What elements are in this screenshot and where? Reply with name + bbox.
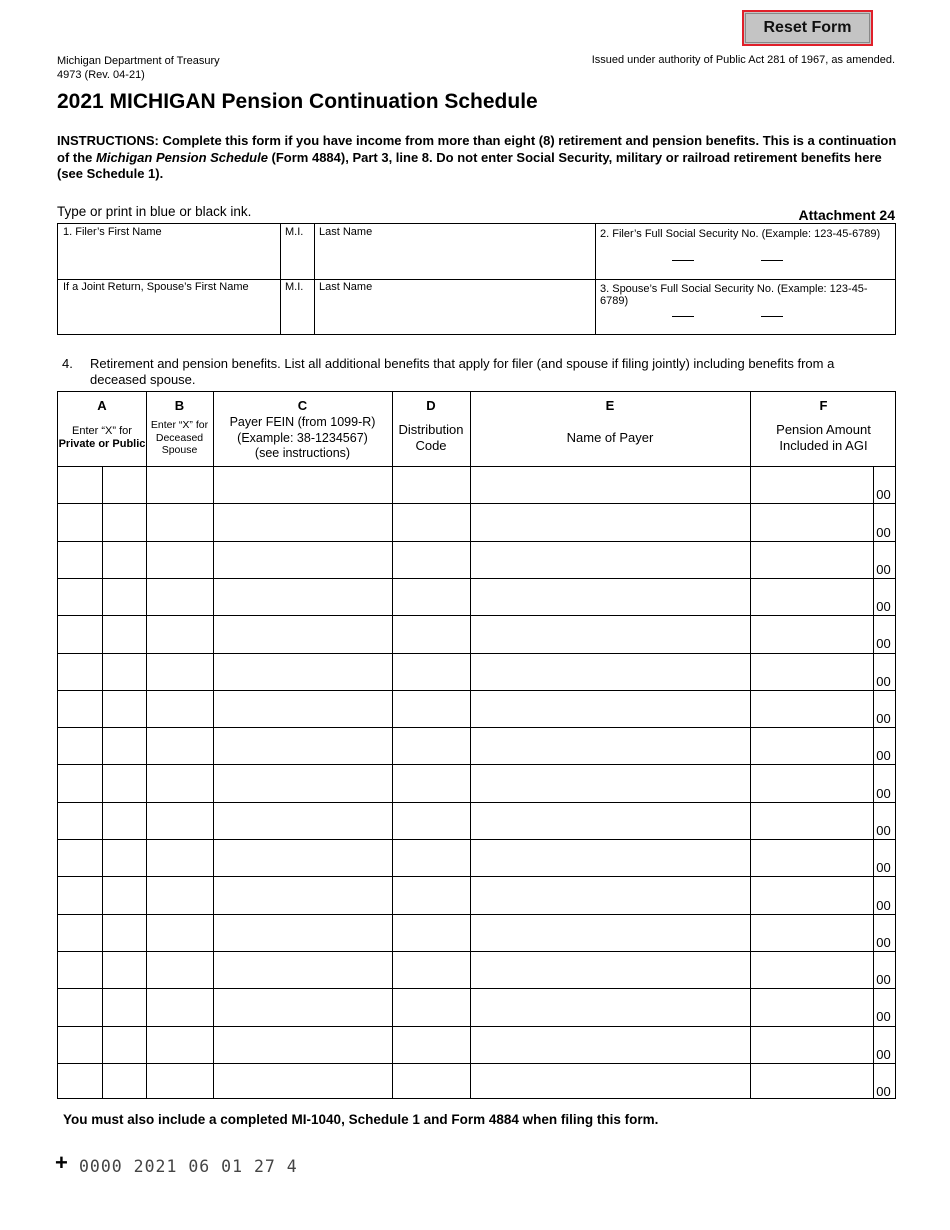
filer-mi-field[interactable] <box>280 224 314 279</box>
entry-cell[interactable] <box>750 802 875 839</box>
entry-cell[interactable] <box>102 914 146 951</box>
entry-cell[interactable] <box>146 876 213 913</box>
cents-label: 00 <box>876 860 891 876</box>
entry-cell[interactable] <box>58 690 102 727</box>
column-a-desc: Enter “X” for <box>72 425 132 437</box>
column-f-desc: Pension Amount <box>776 422 871 437</box>
entry-cell[interactable] <box>146 466 213 503</box>
entry-cell[interactable] <box>213 839 392 876</box>
entry-cell[interactable] <box>750 503 875 540</box>
filer-last-name-label: Last Name <box>319 226 373 238</box>
cents-label: 00 <box>876 524 891 540</box>
cents-label: 00 <box>876 748 891 764</box>
table-row <box>58 653 895 690</box>
department-name: Michigan Department of Treasury <box>57 55 220 67</box>
column-e-header: Name of Payer <box>566 430 654 445</box>
spouse-mi-field[interactable] <box>280 279 314 335</box>
entry-cell[interactable] <box>102 727 146 764</box>
filing-requirement-note: You must also include a completed MI-1040, Schedule 1 and Form 4884 when filing this form. <box>63 1112 659 1127</box>
table-row <box>58 727 895 764</box>
filer-ssn-dash <box>761 260 783 261</box>
line-4-number: 4. <box>62 356 73 371</box>
instructions-part2: (Form 4884), Part 3, line 8. Do not enter Social Security, military or railroad retirement benefits here (see Schedule 1). <box>57 149 882 181</box>
column-b-desc: Spouse <box>161 444 198 456</box>
entry-cell[interactable] <box>750 653 875 690</box>
cents-label: 00 <box>876 636 891 652</box>
filer-ssn-dash <box>672 260 694 261</box>
column-a-desc: Private or Public <box>58 438 146 450</box>
entry-cell[interactable] <box>146 764 213 801</box>
entry-cell[interactable] <box>102 1063 146 1100</box>
entry-cell[interactable] <box>392 727 470 764</box>
entry-cell[interactable] <box>213 764 392 801</box>
entry-cell[interactable] <box>470 802 750 839</box>
spouse-last-name-label: Last Name <box>319 281 373 293</box>
entry-cell[interactable] <box>58 578 102 615</box>
instructions <box>57 133 897 183</box>
filer-first-name-field[interactable] <box>58 224 280 279</box>
entry-cell[interactable] <box>58 541 102 578</box>
entry-cell[interactable] <box>102 541 146 578</box>
entry-cell[interactable] <box>213 802 392 839</box>
column-c-desc: (see instructions) <box>254 446 351 460</box>
form-header-left <box>57 54 220 82</box>
entry-cell[interactable] <box>58 839 102 876</box>
entry-cell[interactable] <box>392 541 470 578</box>
entry-cell[interactable] <box>470 951 750 988</box>
entry-cell[interactable] <box>146 653 213 690</box>
entry-cell[interactable] <box>102 503 146 540</box>
entry-cell[interactable] <box>392 466 470 503</box>
table-row <box>58 914 895 951</box>
page-title: 2021 MICHIGAN Pension Continuation Schedule <box>57 90 538 113</box>
spouse-mi-label: M.I. <box>285 281 304 293</box>
cents-label: 00 <box>876 897 891 913</box>
column-d-desc: Code <box>415 438 447 453</box>
entry-cell[interactable] <box>470 466 750 503</box>
entry-cell[interactable] <box>750 690 875 727</box>
entry-cell[interactable] <box>146 615 213 652</box>
column-f-letter: F <box>819 398 828 413</box>
spouse-ssn-dash <box>761 316 783 317</box>
column-c-desc: Payer FEIN (from 1099-R) <box>229 415 376 429</box>
entry-cell[interactable] <box>470 541 750 578</box>
column-f-desc: Included in AGI <box>779 438 868 453</box>
entry-cell[interactable] <box>58 1063 102 1100</box>
entry-cell[interactable] <box>392 764 470 801</box>
entry-cell[interactable] <box>102 764 146 801</box>
entry-cell[interactable] <box>146 802 213 839</box>
entry-cell[interactable] <box>392 914 470 951</box>
entry-cell[interactable] <box>146 727 213 764</box>
entry-cell[interactable] <box>146 839 213 876</box>
entry-cell[interactable] <box>146 1026 213 1063</box>
entry-cell[interactable] <box>146 1063 213 1100</box>
table-row <box>58 541 895 578</box>
entry-cell[interactable] <box>58 727 102 764</box>
entry-cell[interactable] <box>213 988 392 1025</box>
table-row <box>58 988 895 1025</box>
table-row <box>58 876 895 913</box>
entry-cell[interactable] <box>58 951 102 988</box>
entry-cell[interactable] <box>213 615 392 652</box>
entry-cell[interactable] <box>213 914 392 951</box>
entry-cell[interactable] <box>392 876 470 913</box>
cents-label: 00 <box>876 1046 891 1062</box>
entry-cell[interactable] <box>392 802 470 839</box>
entry-cell[interactable] <box>102 653 146 690</box>
form-barcode-number: 0000 2021 06 01 27 4 <box>79 1157 298 1176</box>
cents-label: 00 <box>876 487 891 503</box>
spouse-ssn-dash <box>672 316 694 317</box>
entry-cell[interactable] <box>58 802 102 839</box>
entry-cell[interactable] <box>470 839 750 876</box>
entry-cell[interactable] <box>392 1063 470 1100</box>
authority-note: Issued under authority of Public Act 281 of 1967, as amended. <box>591 54 895 66</box>
entry-cell[interactable] <box>213 727 392 764</box>
entry-cell[interactable] <box>58 653 102 690</box>
table-row <box>58 951 895 988</box>
entry-cell[interactable] <box>146 988 213 1025</box>
column-e-letter: E <box>605 398 615 413</box>
table-row <box>58 1063 895 1100</box>
entry-cell[interactable] <box>213 1026 392 1063</box>
entry-cell[interactable] <box>392 653 470 690</box>
entry-cell[interactable] <box>213 466 392 503</box>
filer-ssn-label: 2. Filer’s Full Social Security No. (Example: 123-45-6789) <box>600 228 881 240</box>
spouse-last-name-field[interactable] <box>314 279 595 335</box>
column-b-desc: Enter “X” for <box>150 419 209 431</box>
entry-cell[interactable] <box>102 988 146 1025</box>
filer-ssn-field[interactable] <box>595 224 897 279</box>
table-row <box>58 503 895 540</box>
column-a-letter: A <box>97 398 107 413</box>
entry-cell[interactable] <box>213 653 392 690</box>
entry-cell[interactable] <box>470 653 750 690</box>
entry-cell[interactable] <box>146 503 213 540</box>
entry-cell[interactable] <box>58 615 102 652</box>
entry-cell[interactable] <box>58 764 102 801</box>
entry-cell[interactable] <box>392 690 470 727</box>
entry-cell[interactable] <box>392 578 470 615</box>
entry-cell[interactable] <box>213 951 392 988</box>
entry-cell[interactable] <box>470 988 750 1025</box>
entry-cell[interactable] <box>58 914 102 951</box>
column-d-desc: Distribution <box>398 422 464 437</box>
entry-cell[interactable] <box>213 876 392 913</box>
table-row <box>58 839 895 876</box>
entry-cell[interactable] <box>146 951 213 988</box>
entry-cell[interactable] <box>470 1026 750 1063</box>
entry-cell[interactable] <box>102 615 146 652</box>
column-f-header <box>750 422 897 454</box>
entry-cell[interactable] <box>750 615 875 652</box>
column-b-letter: B <box>174 398 185 413</box>
attachment-number: Attachment 24 <box>798 207 895 223</box>
entry-cell[interactable] <box>102 951 146 988</box>
entry-cell[interactable] <box>102 876 146 913</box>
entry-cell[interactable] <box>213 1063 392 1100</box>
entry-cell[interactable] <box>750 541 875 578</box>
entry-cell[interactable] <box>392 839 470 876</box>
cents-label: 00 <box>876 561 891 577</box>
entry-cell[interactable] <box>58 876 102 913</box>
entry-cell[interactable] <box>102 466 146 503</box>
spouse-ssn-label: 3. Spouse’s Full Social Security No. (Example: 123-45-6789) <box>600 283 868 307</box>
entry-cell[interactable] <box>213 578 392 615</box>
cents-label: 00 <box>876 934 891 950</box>
entry-cell[interactable] <box>392 988 470 1025</box>
entry-cell[interactable] <box>750 876 875 913</box>
entry-cell[interactable] <box>750 914 875 951</box>
entry-cell[interactable] <box>213 690 392 727</box>
cents-label: 00 <box>876 1084 891 1100</box>
column-d-header <box>392 422 470 454</box>
filer-mi-label: M.I. <box>285 226 304 238</box>
entry-cell[interactable] <box>470 1063 750 1100</box>
entry-cell[interactable] <box>750 764 875 801</box>
entry-cell[interactable] <box>58 503 102 540</box>
entry-cell[interactable] <box>392 615 470 652</box>
entry-cell[interactable] <box>392 1026 470 1063</box>
column-d-letter: D <box>426 398 436 413</box>
ink-note: Type or print in blue or black ink. <box>57 204 252 219</box>
cents-label: 00 <box>876 1009 891 1025</box>
plus-mark: + <box>55 1150 68 1175</box>
entry-cell[interactable] <box>750 466 875 503</box>
entry-cell[interactable] <box>102 690 146 727</box>
spouse-first-name-field[interactable] <box>58 279 280 335</box>
column-b-desc: Deceased <box>155 431 204 444</box>
entry-cell[interactable] <box>146 578 213 615</box>
entry-cell[interactable] <box>102 578 146 615</box>
column-a-header <box>58 425 146 451</box>
entry-cell[interactable] <box>750 1063 875 1100</box>
spouse-first-name-label: If a Joint Return, Spouse’s First Name <box>63 281 249 293</box>
entry-cell[interactable] <box>58 1026 102 1063</box>
table-row <box>58 802 895 839</box>
entry-cell[interactable] <box>750 839 875 876</box>
entry-cell[interactable] <box>146 541 213 578</box>
entry-cell[interactable] <box>146 690 213 727</box>
filer-first-name-label: 1. Filer’s First Name <box>63 226 162 238</box>
entry-cell[interactable] <box>470 876 750 913</box>
taxpayer-info-box <box>57 223 896 335</box>
table-row <box>58 690 895 727</box>
entry-cell[interactable] <box>213 541 392 578</box>
cents-label: 00 <box>876 599 891 615</box>
table-row <box>58 578 895 615</box>
column-b-header <box>146 419 213 457</box>
entry-cell[interactable] <box>470 764 750 801</box>
column-c-header <box>213 415 392 462</box>
table-row <box>58 466 895 503</box>
cents-label: 00 <box>876 972 891 988</box>
entry-cell[interactable] <box>750 988 875 1025</box>
entry-cell[interactable] <box>470 690 750 727</box>
entry-cell[interactable] <box>470 914 750 951</box>
filer-last-name-field[interactable] <box>314 224 595 279</box>
entry-cell[interactable] <box>58 988 102 1025</box>
line-4-text: Retirement and pension benefits. List all additional benefits that apply for filer (and spouse if filing jointly) including benefits from a deceased spouse. <box>90 356 835 387</box>
form-number: 4973 (Rev. 04-21) <box>57 69 145 81</box>
entry-cell[interactable] <box>750 951 875 988</box>
instructions-part1: INSTRUCTIONS: Complete this form if you have income from more than eight (8) retirement and pension benefits. This is a continuation of the <box>57 133 897 165</box>
entry-cell[interactable] <box>102 802 146 839</box>
pension-benefits-table <box>57 391 896 1099</box>
entry-cell[interactable] <box>213 503 392 540</box>
spouse-ssn-field[interactable] <box>595 279 897 335</box>
entry-cell[interactable] <box>102 839 146 876</box>
entry-cell[interactable] <box>470 727 750 764</box>
cents-label: 00 <box>876 785 891 801</box>
reset-form-button[interactable]: Reset Form <box>742 10 873 46</box>
entry-cell[interactable] <box>470 503 750 540</box>
entry-cell[interactable] <box>470 578 750 615</box>
entry-cell[interactable] <box>392 503 470 540</box>
entry-cell[interactable] <box>392 951 470 988</box>
table-row <box>58 1026 895 1063</box>
column-c-letter: C <box>297 398 308 413</box>
table-row <box>58 615 895 652</box>
cents-label: 00 <box>876 822 891 838</box>
entry-cell[interactable] <box>146 914 213 951</box>
entry-cell[interactable] <box>470 615 750 652</box>
entry-cell[interactable] <box>750 578 875 615</box>
table-row <box>58 764 895 801</box>
entry-cell[interactable] <box>58 466 102 503</box>
instructions-italic: Michigan Pension Schedule <box>96 149 268 165</box>
cents-label: 00 <box>876 673 891 689</box>
cents-label: 00 <box>876 711 891 727</box>
entry-cell[interactable] <box>102 1026 146 1063</box>
column-c-desc: (Example: 38-1234567) <box>237 430 368 445</box>
entry-cell[interactable] <box>750 1026 875 1063</box>
entry-cell[interactable] <box>750 727 875 764</box>
